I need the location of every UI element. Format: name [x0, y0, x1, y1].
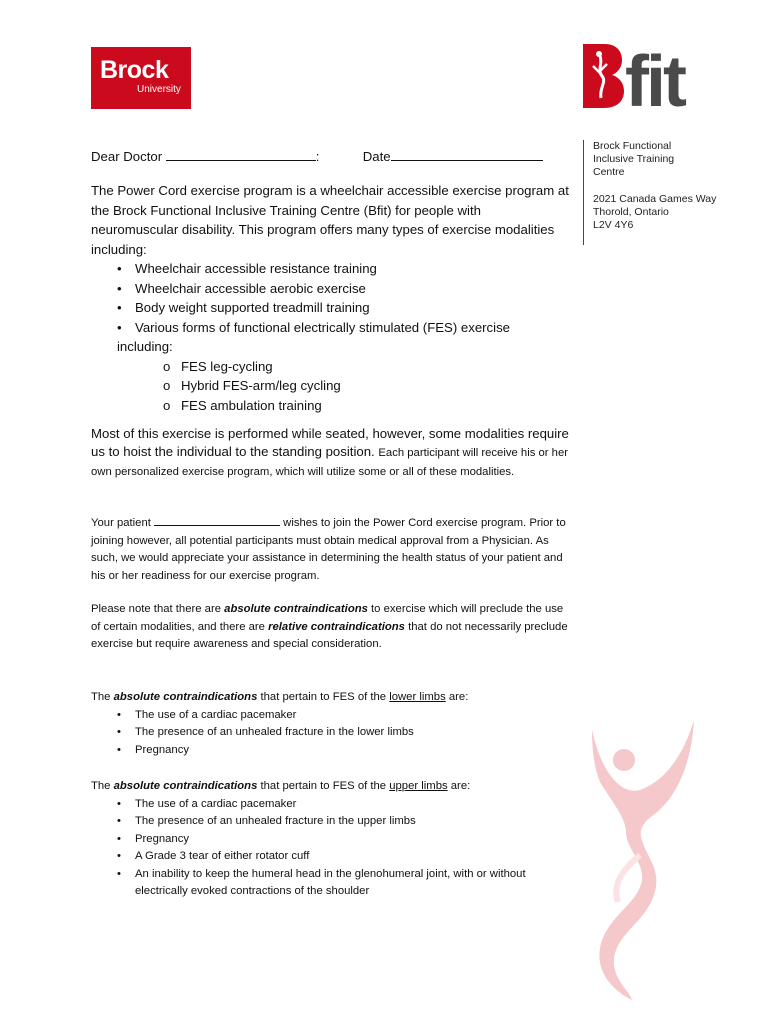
bfit-logo [583, 44, 708, 110]
seated-paragraph [91, 425, 571, 481]
list-item: • Wheelchair accessible aerobic exercise [91, 279, 571, 299]
doctor-name-blank[interactable] [166, 147, 316, 161]
list-item: • Wheelchair accessible resistance training [91, 259, 571, 279]
list-item: o FES leg-cycling [91, 357, 571, 377]
patient-name-blank[interactable] [154, 514, 280, 526]
date-blank[interactable] [391, 147, 543, 161]
lower-limbs-term: lower limbs [389, 691, 446, 703]
salutation-line [91, 147, 561, 167]
note-absolute-term: absolute contraindications [224, 603, 368, 615]
upper-limbs-heading [91, 778, 561, 796]
brock-logo-name: Brock [100, 56, 169, 84]
brock-logo-subtitle: University [137, 84, 181, 95]
list-item: • The use of a cardiac pacemaker [91, 796, 561, 814]
centre-name-line2: Inclusive Training [593, 153, 675, 165]
heading-text: The [91, 691, 114, 703]
list-item-continuation: including: [117, 339, 173, 354]
list-item: • Pregnancy [91, 742, 571, 760]
list-item: o FES ambulation training [91, 396, 571, 416]
list-item: • Body weight supported treadmill training [91, 298, 571, 318]
upper-limbs-section [91, 778, 561, 901]
dear-doctor-label: Dear Doctor [91, 149, 163, 164]
upper-limbs-term: upper limbs [389, 780, 448, 792]
seated-text-large: Most of this exercise is performed while seated, however, some modalities require us to hoist the individual to the standing position. [91, 426, 569, 459]
heading-text: that pertain to FES of the [257, 780, 390, 792]
patient-rest: Prior to joining however, all potential participants must obtain medical approval from a Physician. As such, we would appreciate your assistance in determining the health status of your patient and his or her readiness for our exercise program. [91, 517, 566, 582]
bfit-logo-text: fit [625, 44, 684, 110]
list-item: • The presence of an unhealed fracture in the lower limbs [91, 724, 571, 742]
seated-text-small: Each participant will receive his or her own personalized exercise program, which will utilize some or all of these modalities. [91, 447, 569, 478]
patient-paragraph [91, 514, 571, 585]
patient-before: Your patient [91, 517, 151, 529]
note-text: that do not necessarily preclude exercise but require awareness and special consideration. [91, 620, 568, 650]
list-item: • An inability to keep the humeral head in the glenohumeral joint, with or without electrically evoked contractions of the shoulder [91, 866, 561, 901]
heading-text: The [91, 780, 114, 792]
note-text: Please note that there are [91, 603, 225, 615]
date-label: Date [362, 149, 391, 164]
intro-text: The Power Cord exercise program is a wheelchair accessible exercise program at the Brock Functional Inclusive Training Centre (Bfit) for people with neuromuscular disability. This program offers many types of exercise modalities including: [91, 183, 569, 257]
bfit-figure-watermark [582, 720, 702, 1000]
patient-after: wishes to join the Power Cord exercise program. [283, 517, 527, 529]
centre-name-line3: Centre [593, 166, 625, 178]
absolute-term: absolute contraindications [113, 691, 258, 703]
lower-limbs-list [91, 707, 571, 760]
centre-address-block [583, 140, 733, 245]
modalities-list [91, 259, 571, 337]
salutation-colon: : [315, 149, 320, 164]
note-text: to exercise which will preclude the use of certain modalities, and there are [91, 603, 564, 633]
centre-address-postal: L2V 4Y6 [593, 219, 634, 231]
centre-address-city: Thorold, Ontario [593, 206, 669, 218]
heading-text: that pertain to FES of the [257, 691, 390, 703]
list-item: • The presence of an unhealed fracture in the upper limbs [91, 813, 561, 831]
lower-limbs-section [91, 689, 571, 759]
list-item: • Pregnancy [91, 831, 561, 849]
intro-paragraph [91, 181, 571, 415]
heading-text: are: [447, 780, 471, 792]
absolute-term: absolute contraindications [113, 780, 258, 792]
list-item: • Various forms of functional electrically stimulated (FES) exercise [91, 318, 571, 338]
list-item: o Hybrid FES-arm/leg cycling [91, 376, 571, 396]
list-item: • A Grade 3 tear of either rotator cuff [91, 848, 561, 866]
brock-university-logo [91, 47, 191, 109]
contraindications-note-paragraph [91, 601, 571, 654]
fes-sublist [91, 357, 571, 416]
list-item: • The use of a cardiac pacemaker [91, 707, 571, 725]
centre-name-line1: Brock Functional [593, 140, 672, 152]
lower-limbs-heading [91, 689, 571, 707]
heading-text: are: [445, 691, 469, 703]
upper-limbs-list [91, 796, 561, 901]
note-relative-term: relative contraindications [268, 620, 405, 633]
centre-address-street: 2021 Canada Games Way [593, 193, 717, 205]
